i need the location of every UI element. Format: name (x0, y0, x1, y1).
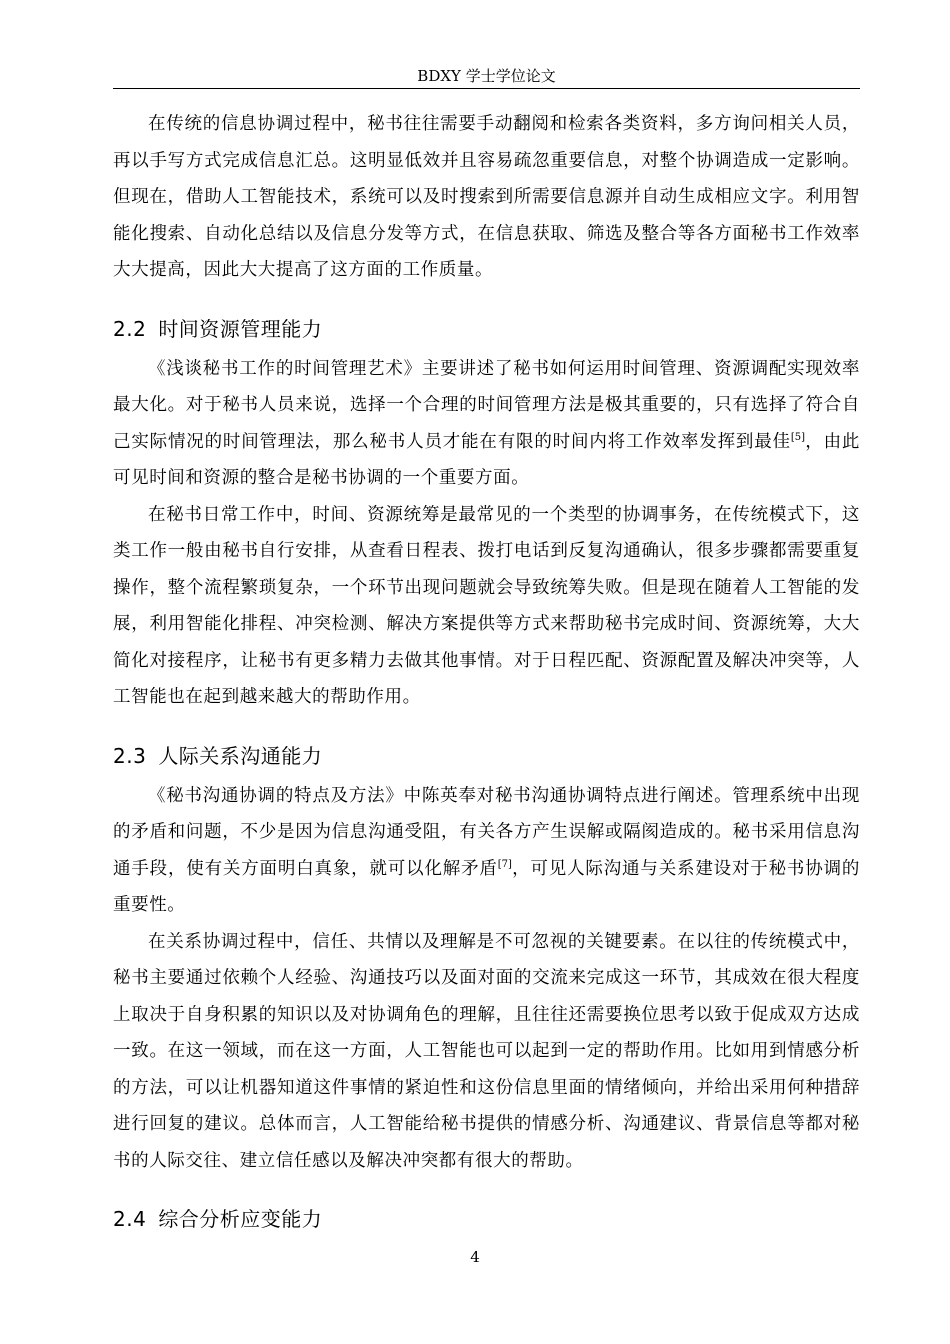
paragraph-text: ，可见人际沟通与关系建设对于秘书协调的重要性。 (113, 858, 860, 915)
section-number: 2.3 (113, 743, 147, 768)
paragraph-info-coordination: 在传统的信息协调过程中，秘书往往需要手动翻阅和检索各类资料，多方询问相关人员，再以手写方式完成信息汇总。这明显低效并且容易疏忽重要信息，对整个协调造成一定影响。但现在，借助人工智能技术，系统可以及时搜索到所需要信息源并自动生成相应文字。利用智能化搜索、自动化总结以及信息分发等方式，在信息获取、筛选及整合等各方面秘书工作效率大大提高，因此大大提高了这方面的工作质量。 (113, 114, 860, 280)
paragraph-relationship-coordination: 在关系协调过程中，信任、共情以及理解是不可忽视的关键要素。在以往的传统模式中，秘书主要通过依赖个人经验、沟通技巧以及面对面的交流来完成这一环节，其成效在很大程度上取决于自身积累的知识以及对协调角色的理解，且往往还需要换位思考以致于促成双方达成一致。在这一领域，而在这一方面，人工智能也可以起到一定的帮助作用。比如用到情感分析的方法，可以让机器知道这件事情的紧迫性和这份信息里面的情绪倾向，并给出采用何种措辞进行回复的建议。总体而言，人工智能给秘书提供的情感分析、沟通建议、背景信息等都对秘书的人际交往、建立信任感以及解决冲突都有很大的帮助。 (113, 931, 860, 1171)
section-title: 人际关系沟通能力 (158, 743, 323, 768)
section-number: 2.4 (113, 1207, 147, 1231)
section-title: 综合分析应变能力 (158, 1207, 323, 1231)
paragraph-text: 《秘书沟通协调的特点及方法》中陈英奉对秘书沟通协调特点进行阐述。管理系统中出现的矛盾和问题，不少是因为信息沟通受阻，有关各方产生误解或隔阂造成的。秘书采用信息沟通手段，使有关方面明白真象，就可以化解矛盾 (113, 785, 860, 879)
section-number: 2.2 (113, 316, 147, 341)
paragraph-text: 《浅谈秘书工作的时间管理艺术》主要讲述了秘书如何运用时间管理、资源调配实现效率最大化。对于秘书人员来说，选择一个合理的时间管理方法是极其重要的，只有选择了符合自己实际情况的时间管理法，那么秘书人员才能在有限的时间内将工作效率发挥到最佳 (113, 358, 860, 452)
section-heading-2-2 (113, 311, 860, 347)
section-title: 时间资源管理能力 (158, 316, 323, 341)
page-header: BDXY 学士学位论文 (417, 67, 556, 85)
header-divider (113, 88, 860, 89)
paragraph-text: ，由此可见时间和资源的整合是秘书协调的一个重要方面。 (113, 431, 860, 488)
section-heading-2-3 (113, 738, 860, 774)
document-body (113, 106, 860, 1237)
page-number: 4 (470, 1248, 480, 1266)
section-heading-2-4 (113, 1201, 860, 1237)
paragraph-time-management (113, 351, 860, 497)
citation-marker: [5] (790, 431, 806, 443)
paragraph-communication (113, 778, 860, 924)
paragraph-resource-coordination: 在秘书日常工作中，时间、资源统筹是最常见的一个类型的协调事务，在传统模式下，这类工作一般由秘书自行安排，从查看日程表、拨打电话到反复沟通确认，很多步骤都需要重复操作，整个流程繁琐复杂，一个环节出现问题就会导致统筹失败。但是现在随着人工智能的发展，利用智能化排程、冲突检测、解决方案提供等方式来帮助秘书完成时间、资源统筹，大大简化对接程序，让秘书有更多精力去做其他事情。对于日程匹配、资源配置及解决冲突等，人工智能也在起到越来越大的帮助作用。 (113, 504, 860, 707)
citation-marker: [7] (497, 858, 512, 870)
